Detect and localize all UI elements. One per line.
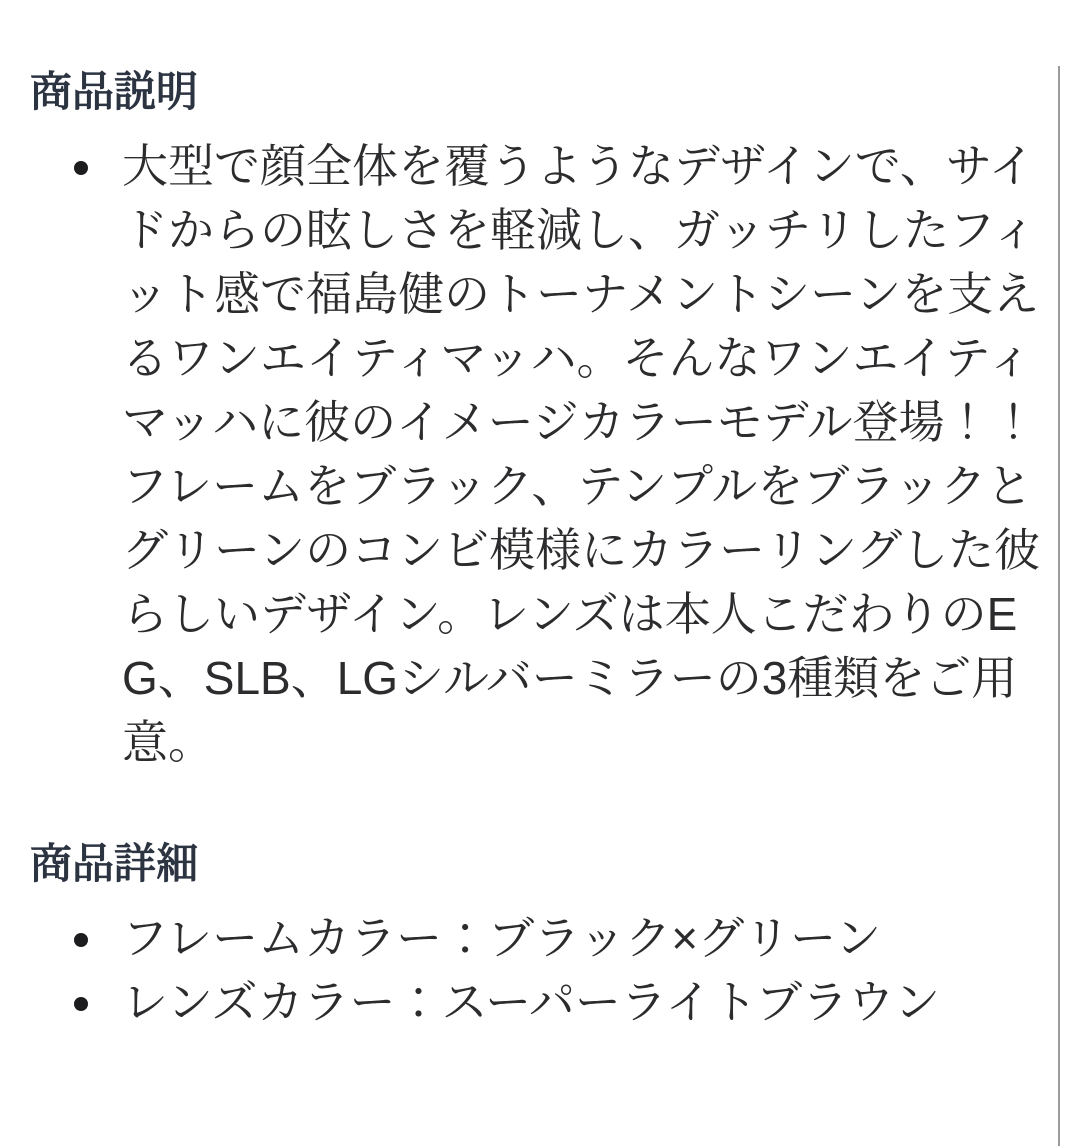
details-list xyxy=(30,906,1055,1034)
product-description-pane xyxy=(0,66,1065,1034)
description-list xyxy=(30,134,1055,774)
pane-right-border xyxy=(1058,66,1060,1146)
description-section-heading: 商品説明 xyxy=(30,68,199,115)
list-item: フレームカラー：ブラック×グリーン xyxy=(30,906,1046,970)
list-item: 大型で顔全体を覆うようなデザインで、サイドからの眩しさを軽減し、ガッチリしたフィット感で福島健のトーナメントシーンを支えるワンエイティマッハ。そんなワンエイティマッハに彼のイメージカラーモデル登場！！フレームをブラック、テンプルをブラックとグリーンのコンビ模様にカラーリングした彼らしいデザイン。レンズは本人こだわりのEG、SLB、LGシルバーミラーの3種類をご用意。 xyxy=(30,134,1046,774)
details-section-heading: 商品詳細 xyxy=(30,840,199,887)
list-item: レンズカラー：スーパーライトブラウン xyxy=(30,970,1046,1034)
details-section xyxy=(0,838,1065,1034)
description-section xyxy=(0,66,1065,774)
